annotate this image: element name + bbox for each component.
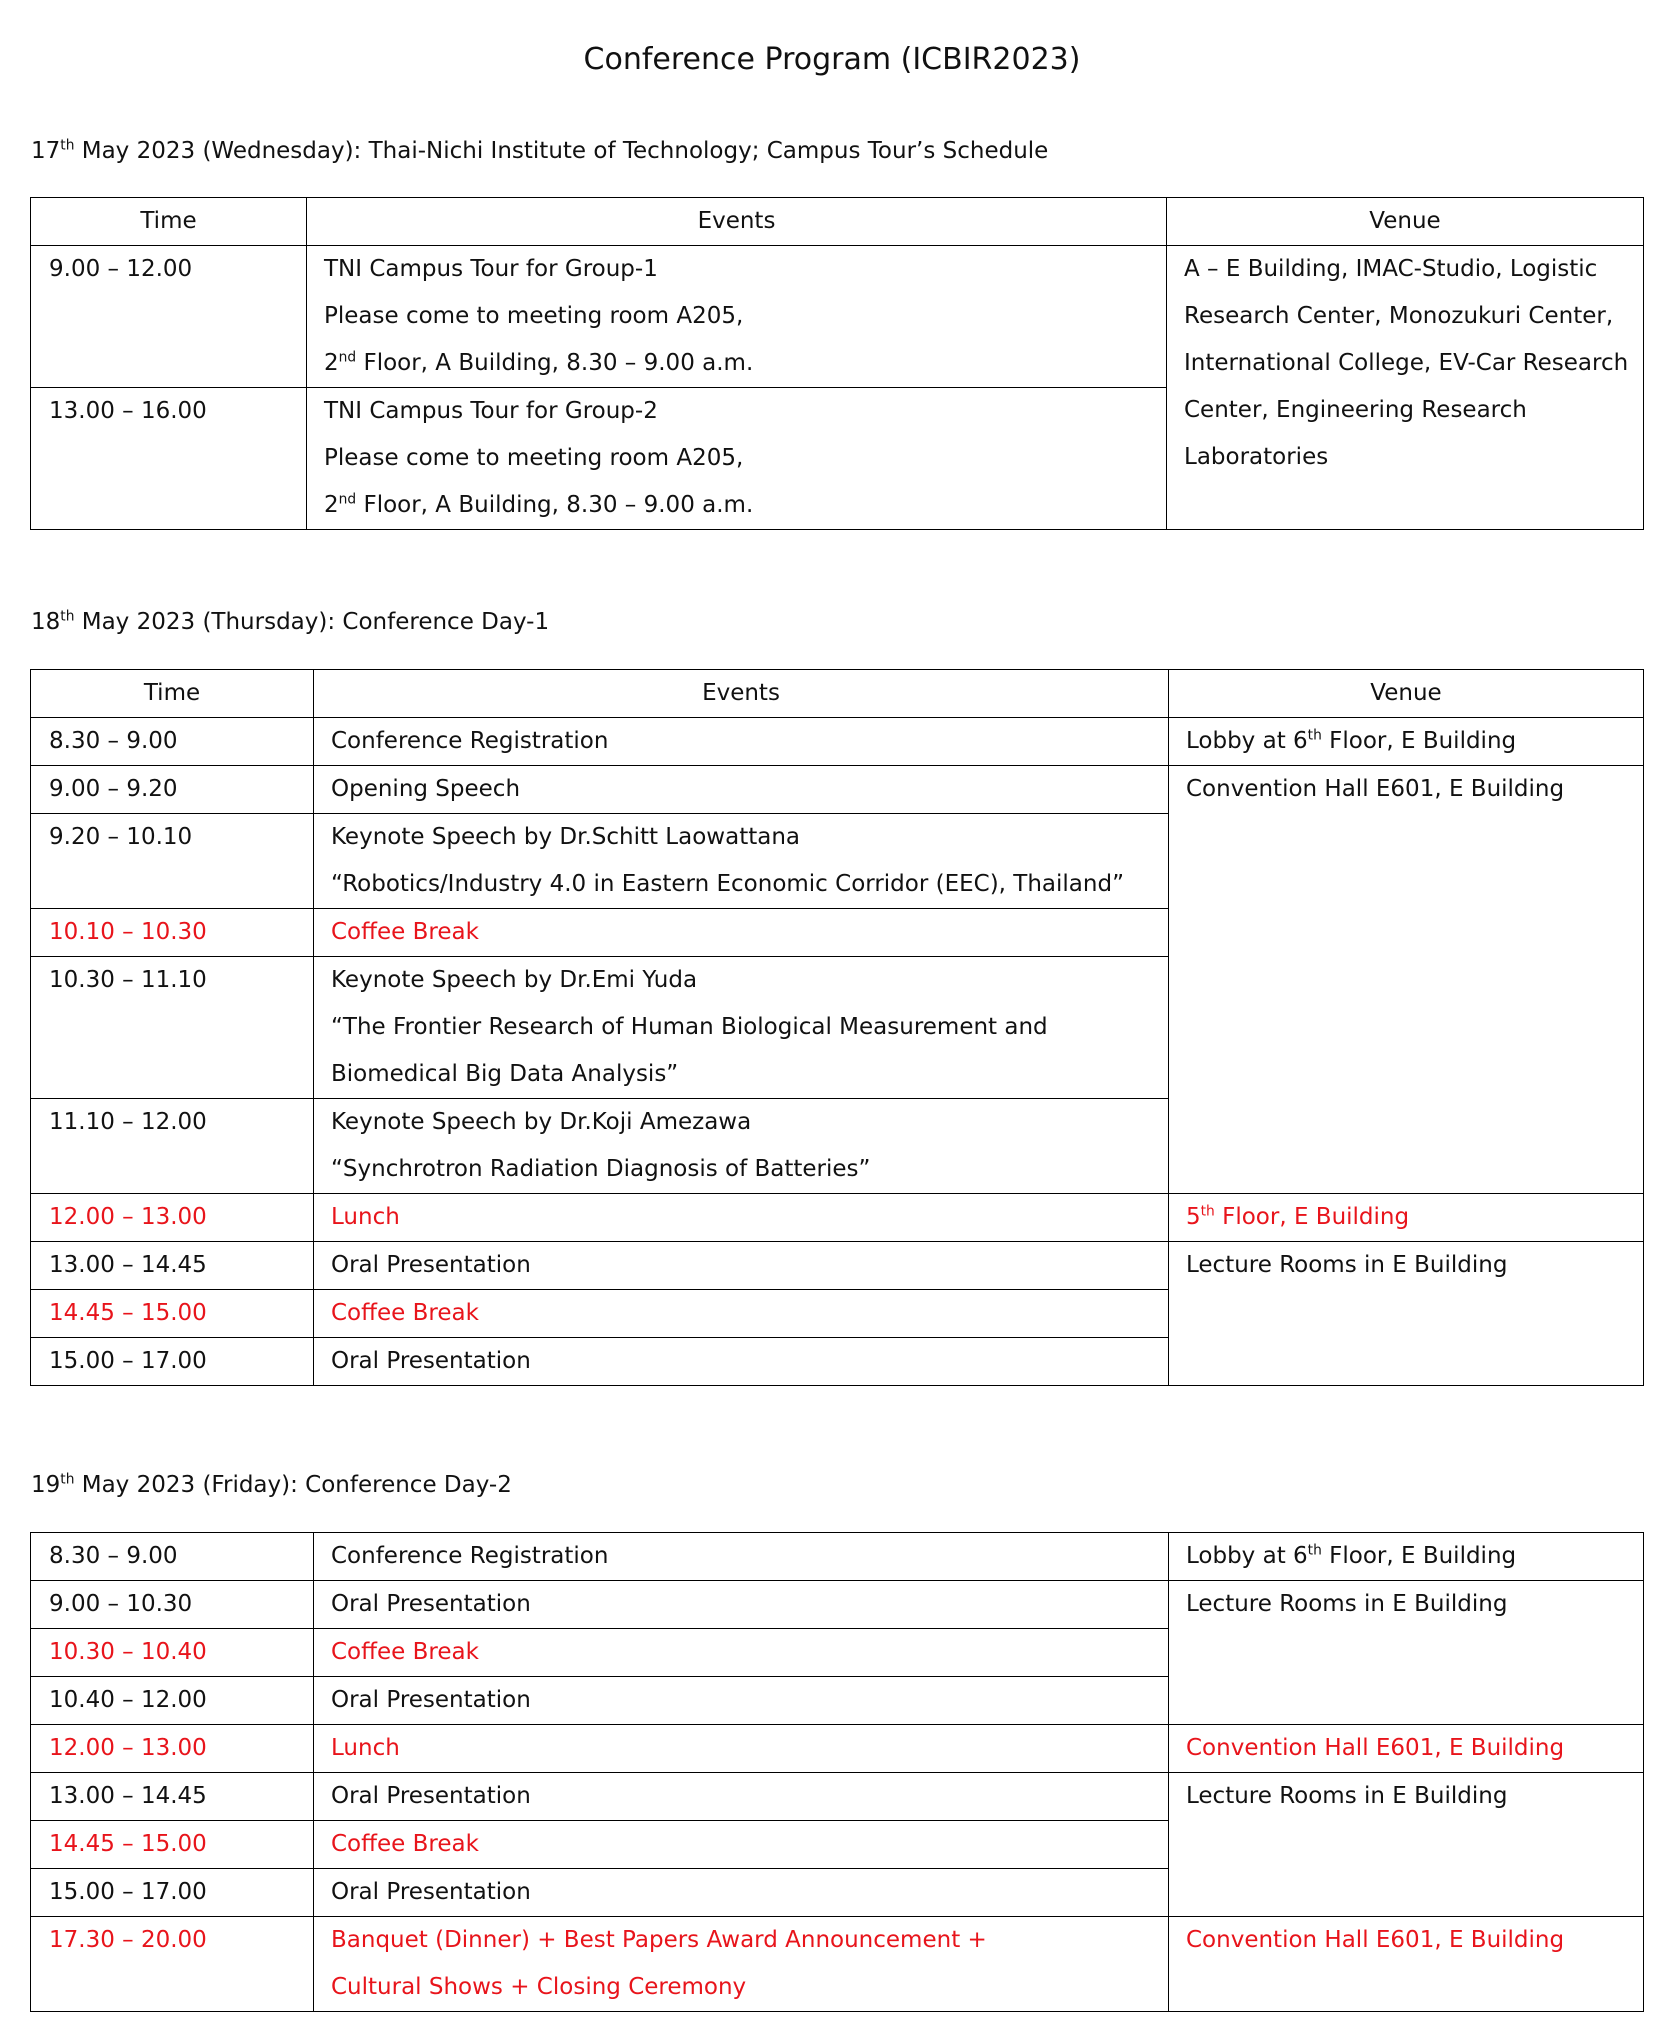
time-cell: 9.00 – 9.20 xyxy=(31,766,314,814)
event-cell: Lunch xyxy=(314,1194,1169,1242)
event-cell: Keynote Speech by Dr.Schitt Laowattana “Robotics/Industry 4.0 in Eastern Economic Corridor (EEC), Thailand” xyxy=(314,814,1169,909)
table-row xyxy=(31,1773,1644,1821)
event-cell: Opening Speech xyxy=(314,766,1169,814)
venue-cell: Convention Hall E601, E Building xyxy=(1169,1917,1644,2012)
table-header-row xyxy=(31,670,1644,718)
time-cell: 9.20 – 10.10 xyxy=(31,814,314,909)
event-cell: Oral Presentation xyxy=(314,1242,1169,1290)
table-header-row xyxy=(31,198,1644,246)
day3-heading: 19th May 2023 (Friday): Conference Day-2 xyxy=(31,1471,512,1498)
time-cell: 15.00 – 17.00 xyxy=(31,1338,314,1386)
event-cell: Coffee Break xyxy=(314,1821,1169,1869)
event-cell: TNI Campus Tour for Group-1 Please come to meeting room A205, 2nd Floor, A Building, 8.30 – 9.00 a.m. xyxy=(307,246,1167,388)
time-cell: 13.00 – 14.45 xyxy=(31,1773,314,1821)
event-cell: Conference Registration xyxy=(314,718,1169,766)
time-cell: 8.30 – 9.00 xyxy=(31,1533,314,1581)
venue-cell: Lobby at 6th Floor, E Building xyxy=(1169,1533,1644,1581)
time-header: Time xyxy=(31,198,307,246)
table-row xyxy=(31,1581,1644,1629)
event-cell: Oral Presentation xyxy=(314,1773,1169,1821)
time-cell: 13.00 – 16.00 xyxy=(31,388,307,530)
time-cell: 17.30 – 20.00 xyxy=(31,1917,314,2012)
event-cell: Coffee Break xyxy=(314,909,1169,957)
table-row xyxy=(31,1725,1644,1773)
venue-cell: Lecture Rooms in E Building xyxy=(1169,1581,1644,1725)
event-cell: Coffee Break xyxy=(314,1629,1169,1677)
day3-table xyxy=(30,1532,1644,2012)
venue-header: Venue xyxy=(1169,670,1644,718)
day1-heading: 17th May 2023 (Wednesday): Thai-Nichi Institute of Technology; Campus Tour’s Schedule xyxy=(31,137,1049,164)
table-row xyxy=(31,1242,1644,1290)
venue-cell: Lecture Rooms in E Building xyxy=(1169,1773,1644,1917)
time-cell: 8.30 – 9.00 xyxy=(31,718,314,766)
event-cell: Oral Presentation xyxy=(314,1338,1169,1386)
event-cell: TNI Campus Tour for Group-2 Please come to meeting room A205, 2nd Floor, A Building, 8.30 – 9.00 a.m. xyxy=(307,388,1167,530)
events-header: Events xyxy=(307,198,1167,246)
day2-heading: 18th May 2023 (Thursday): Conference Day-1 xyxy=(31,608,550,635)
time-cell: 9.00 – 12.00 xyxy=(31,246,307,388)
page-title: Conference Program (ICBIR2023) xyxy=(583,42,1081,77)
event-cell: Keynote Speech by Dr.Emi Yuda “The Frontier Research of Human Biological Measurement and Biomedical Big Data Analysis” xyxy=(314,957,1169,1099)
event-cell: Keynote Speech by Dr.Koji Amezawa “Synchrotron Radiation Diagnosis of Batteries” xyxy=(314,1099,1169,1194)
table-row xyxy=(31,246,1644,388)
time-cell: 11.10 – 12.00 xyxy=(31,1099,314,1194)
day1-table xyxy=(30,197,1644,530)
day2-table xyxy=(30,669,1644,1386)
event-cell: Oral Presentation xyxy=(314,1581,1169,1629)
table-row xyxy=(31,766,1644,814)
time-cell: 10.10 – 10.30 xyxy=(31,909,314,957)
event-cell: Coffee Break xyxy=(314,1290,1169,1338)
table-row xyxy=(31,1917,1644,2012)
event-cell: Lunch xyxy=(314,1725,1169,1773)
venue-cell: Convention Hall E601, E Building xyxy=(1169,766,1644,1194)
venue-header: Venue xyxy=(1167,198,1644,246)
time-cell: 12.00 – 13.00 xyxy=(31,1725,314,1773)
time-cell: 15.00 – 17.00 xyxy=(31,1869,314,1917)
time-cell: 10.30 – 11.10 xyxy=(31,957,314,1099)
event-cell: Oral Presentation xyxy=(314,1869,1169,1917)
venue-cell: A – E Building, IMAC-Studio, Logistic Research Center, Monozukuri Center, International College, EV-Car Research Center, Engineering Research Laboratories xyxy=(1167,246,1644,530)
venue-cell: Convention Hall E601, E Building xyxy=(1169,1725,1644,1773)
table-row xyxy=(31,718,1644,766)
time-cell: 12.00 – 13.00 xyxy=(31,1194,314,1242)
venue-cell: Lecture Rooms in E Building xyxy=(1169,1242,1644,1386)
venue-cell: 5th Floor, E Building xyxy=(1169,1194,1644,1242)
time-cell: 9.00 – 10.30 xyxy=(31,1581,314,1629)
time-header: Time xyxy=(31,670,314,718)
venue-cell: Lobby at 6th Floor, E Building xyxy=(1169,718,1644,766)
event-cell: Banquet (Dinner) + Best Papers Award Announcement + Cultural Shows + Closing Ceremony xyxy=(314,1917,1169,2012)
time-cell: 14.45 – 15.00 xyxy=(31,1290,314,1338)
table-row xyxy=(31,1194,1644,1242)
table-row xyxy=(31,1533,1644,1581)
time-cell: 10.40 – 12.00 xyxy=(31,1677,314,1725)
time-cell: 10.30 – 10.40 xyxy=(31,1629,314,1677)
events-header: Events xyxy=(314,670,1169,718)
event-cell: Conference Registration xyxy=(314,1533,1169,1581)
event-cell: Oral Presentation xyxy=(314,1677,1169,1725)
time-cell: 13.00 – 14.45 xyxy=(31,1242,314,1290)
time-cell: 14.45 – 15.00 xyxy=(31,1821,314,1869)
